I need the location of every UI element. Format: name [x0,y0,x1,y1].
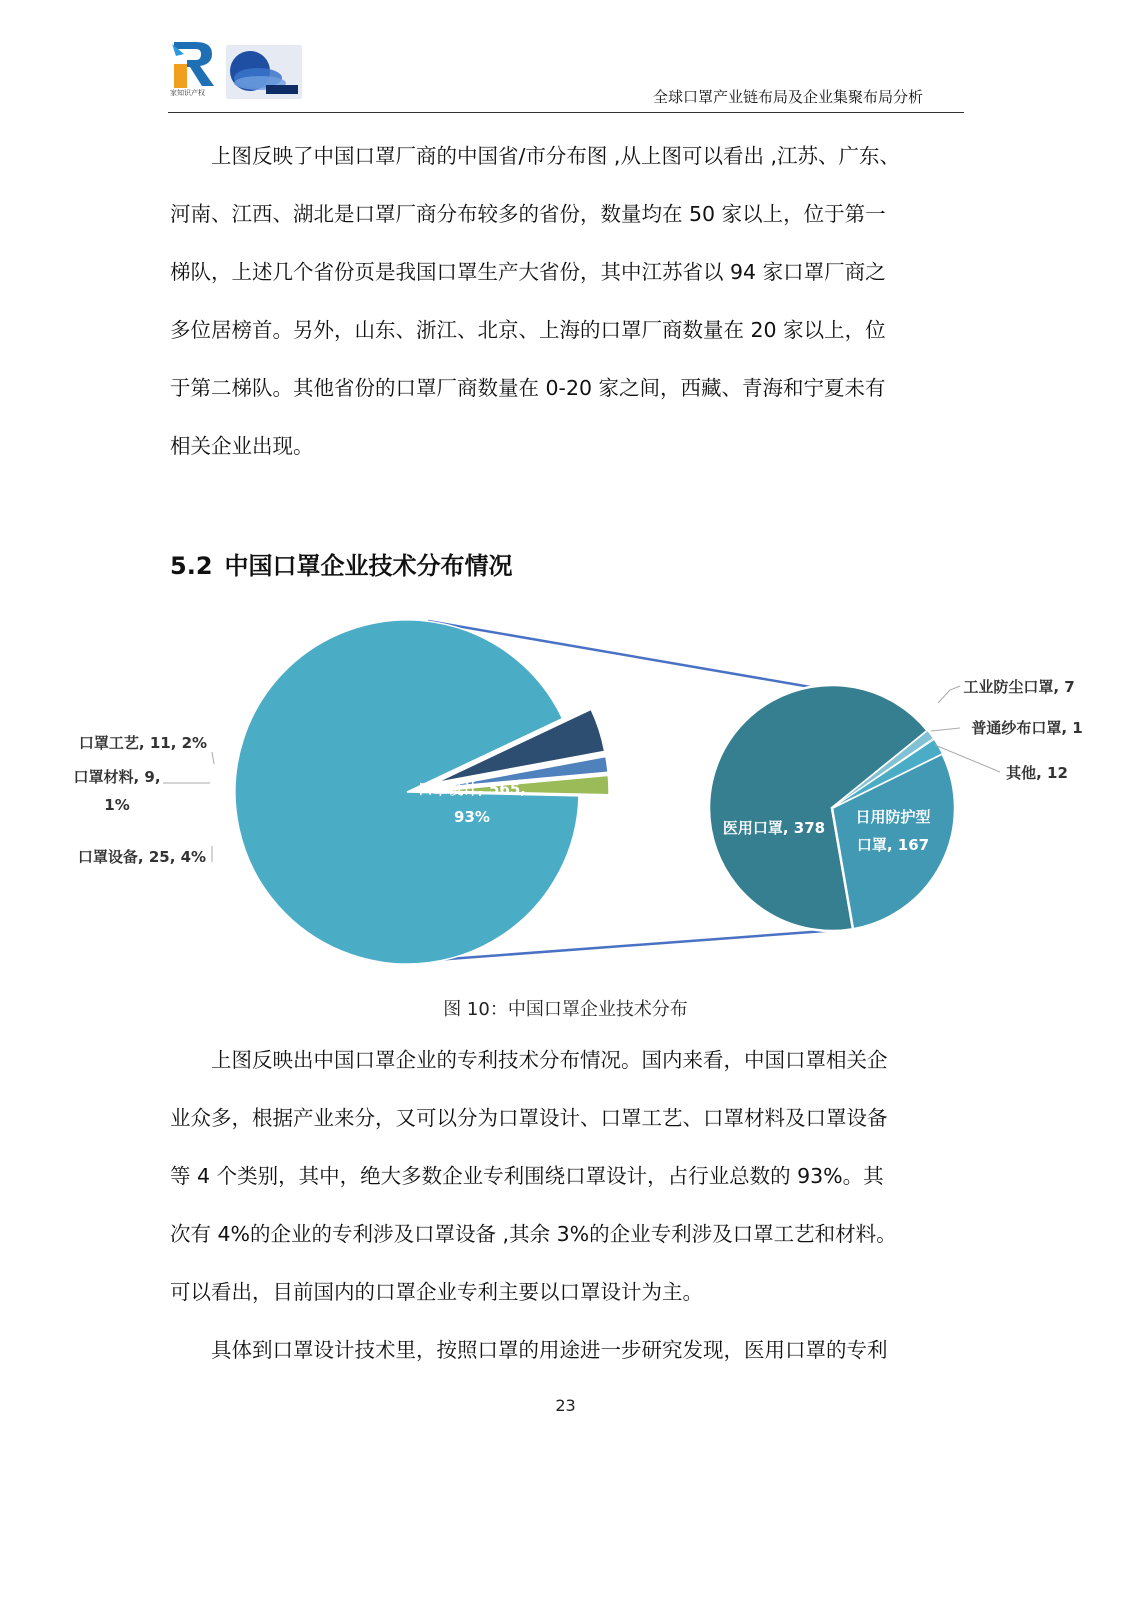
paragraph-line: 可以看出，目前国内的口罩企业专利主要以口罩设计为主。 [170,1280,703,1304]
paragraph-tech-distribution [170,1031,952,1379]
label-gauze-mask: 普通纱布口罩, 1 [971,719,1083,737]
paragraph-line: 具体到口罩设计技术里，按照口罩的用途进一步研究发现，医用口罩的专利 [211,1338,888,1362]
figure-caption: 图 10：中国口罩企业技术分布 [443,999,688,1020]
label-design-line1: 口罩设计, 565, [418,780,526,798]
paragraph-line: 于第二梯队。其他省份的口罩厂商数量在 0-20 家之间，西藏、青海和宁夏未有 [170,376,886,400]
header-divider [168,112,964,113]
section-title: 中国口罩企业技术分布情况 [224,552,513,580]
label-industrial-dust-mask: 工业防尘口罩, 7 [963,678,1075,696]
pie-of-pie-chart [0,600,1131,990]
paragraph-line: 上图反映出中国口罩企业的专利技术分布情况。国内来看，中国口罩相关企 [211,1048,888,1072]
paragraph-line: 梯队，上述几个省份页是我国口罩生产大省份，其中江苏省以 94 家口罩厂商之 [170,260,886,284]
paragraph-line: 等 4 个类别，其中，绝大多数企业专利围绕口罩设计，占行业总数的 93%。其 [170,1164,884,1188]
label-equipment: 口罩设备, 25, 4% [77,848,207,866]
sipo-logo-icon [226,45,302,99]
label-material-line2: 1% [104,796,130,814]
label-material-line1: 口罩材料, 9, [73,768,161,786]
paragraph-line: 相关企业出现。 [170,434,314,458]
label-design-line2: 93% [454,808,490,826]
paragraph-line: 上图反映了中国口罩厂商的中国省/市分布图 ,从上图可以看出 ,江苏、广东、 [211,144,900,168]
section-heading [170,546,513,581]
paragraph-province-distribution [170,127,952,475]
logo-subtext: 家知识产权 [170,89,205,97]
header-title: 全球口罩产业链布局及企业集聚布局分析 [652,88,923,106]
paragraph-line: 次有 4%的企业的专利涉及口罩设备 ,其余 3%的企业专利涉及口罩工艺和材料。 [170,1222,897,1246]
label-daily-line2: 口罩, 167 [856,836,930,854]
paragraph-line: 河南、江西、湖北是口罩厂商分布较多的省份，数量均在 50 家以上，位于第一 [170,202,886,226]
label-daily-line1: 日用防护型 [855,808,931,826]
sipo-logo [226,45,302,99]
paragraph-line: 业众多，根据产业来分，又可以分为口罩设计、口罩工艺、口罩材料及口罩设备 [170,1106,888,1130]
paragraph-line: 多位居榜首。另外，山东、浙江、北京、上海的口罩厂商数量在 20 家以上，位 [170,318,886,342]
label-craft: 口罩工艺, 11, 2% [78,734,208,752]
page-header [0,0,1131,115]
label-medical-mask: 医用口罩, 378 [722,819,826,837]
label-other: 其他, 12 [1006,764,1068,782]
page-number: 23 [555,1396,576,1415]
section-number: 5.2 [170,552,213,580]
